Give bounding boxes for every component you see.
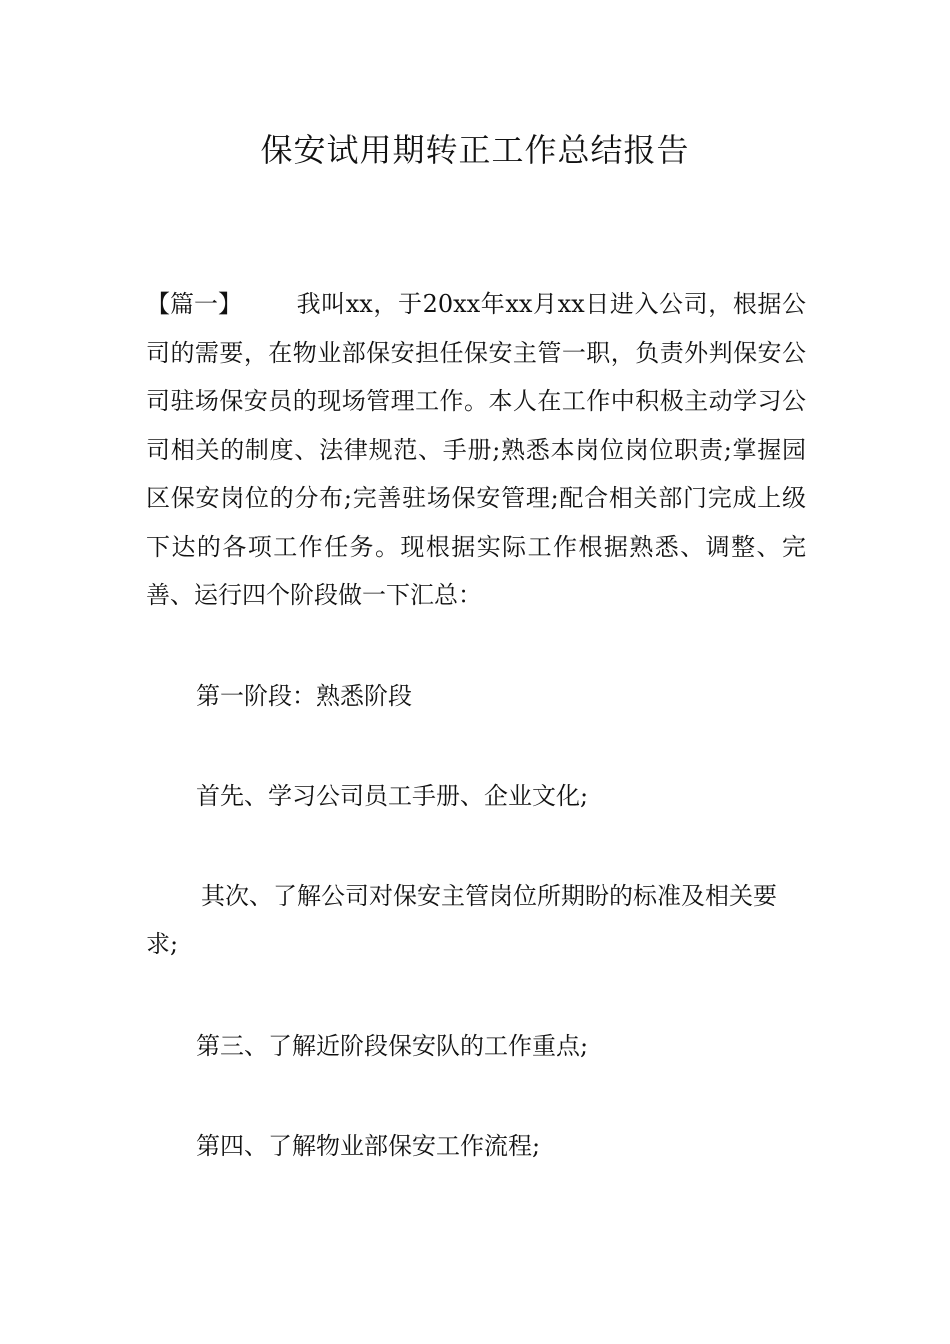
section-tag: 【篇一】 (146, 290, 242, 318)
stage-heading: 第一阶段：熟悉阶段 (196, 682, 412, 710)
list-paragraph: 第三、了解近阶段保安队的工作重点; (196, 1032, 589, 1060)
intro-paragraph (146, 280, 806, 620)
list-paragraph: 第四、了解物业部保安工作流程; (196, 1132, 541, 1160)
intro-text: 我叫xx，于20xx年xx月xx日进入公司，根据公司的需要，在物业部保安担任保安主管一职，负责外判保安公司驻场保安员的现场管理工作。本人在工作中积极主动学习公司相关的制度、法律规范、手册;熟悉本岗位岗位职责;掌握园区保安岗位的分布;完善驻场保安管理;配合相关部门完成上级下达的各项工作任务。现根据实际工作根据熟悉、调整、完善、运行四个阶段做一下汇总： (146, 290, 806, 609)
document-title: 保安试用期转正工作总结报告 (260, 131, 690, 169)
list-paragraph: 首先、学习公司员工手册、企业文化; (196, 782, 589, 810)
list-paragraph: 其次、了解公司对保安主管岗位所期盼的标准及相关要求; (146, 882, 777, 958)
